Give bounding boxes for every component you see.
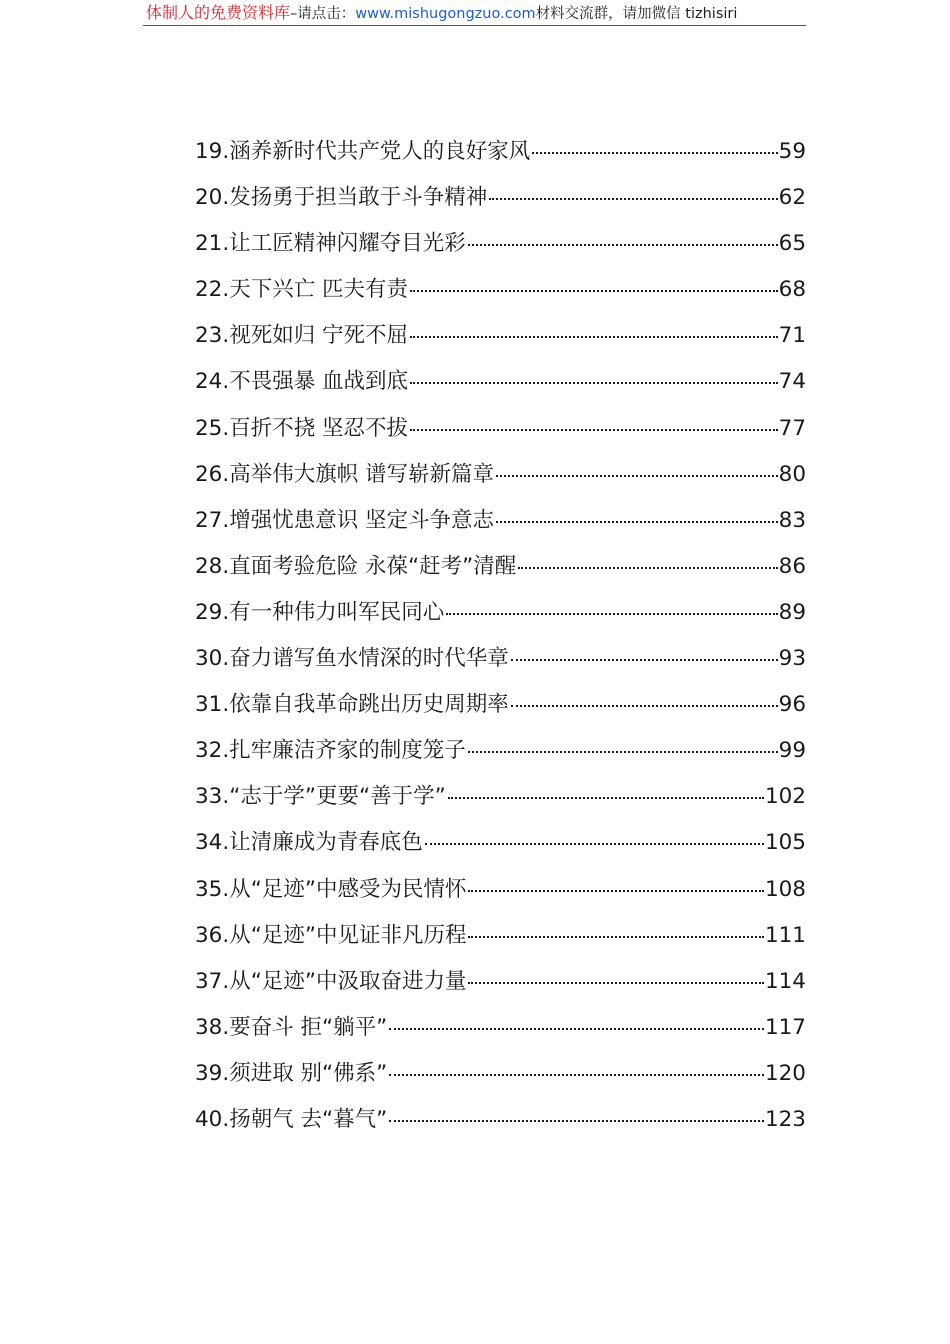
toc-dot-leader <box>389 1074 764 1076</box>
toc-dot-leader <box>518 567 777 569</box>
toc-entry-title: 36.从“足迹”中见证非凡历程 <box>195 922 467 948</box>
toc-entry-page-number: 114 <box>764 968 806 994</box>
toc-entry-page-number: 74 <box>778 369 806 395</box>
toc-entry-title: 40.扬朝气 去“暮气” <box>195 1106 388 1132</box>
toc-entry[interactable] <box>195 544 806 590</box>
toc-entry-title: 21.让工匠精神闪耀夺目光彩 <box>195 231 466 257</box>
toc-entry-page-number: 111 <box>764 922 806 948</box>
toc-entry-page-number: 83 <box>778 507 806 533</box>
toc-dot-leader <box>511 705 778 707</box>
toc-entry-title: 37.从“足迹”中汲取奋进力量 <box>195 968 467 994</box>
toc-entry-page-number: 108 <box>764 876 806 902</box>
toc-dot-leader <box>468 890 763 892</box>
toc-entry-title: 25.百折不挠 坚忍不拔 <box>195 415 409 441</box>
toc-entry-title: 33.“志于学”更要“善于学” <box>195 784 446 810</box>
toc-dot-leader <box>425 843 764 845</box>
toc-entry[interactable] <box>195 498 806 544</box>
toc-entry-page-number: 123 <box>764 1106 806 1132</box>
toc-entry-title: 32.扎牢廉洁齐家的制度笼子 <box>195 738 466 764</box>
toc-dot-leader <box>468 936 763 938</box>
toc-entry-page-number: 80 <box>778 461 806 487</box>
toc-entry[interactable] <box>195 636 806 682</box>
toc-entry-title: 28.直面考验危险 永葆“赶考”清醒 <box>195 553 517 579</box>
toc-entry-page-number: 71 <box>778 323 806 349</box>
toc-entry-title: 34.让清廉成为青春底色 <box>195 830 423 856</box>
toc-entry-page-number: 68 <box>778 277 806 303</box>
toc-entry[interactable] <box>195 129 806 175</box>
toc-entry-title: 30.奋力谱写鱼水情深的时代华章 <box>195 646 509 672</box>
header-prompt: –请点击： <box>290 6 356 22</box>
toc-dot-leader <box>532 152 777 154</box>
toc-entry[interactable] <box>195 682 806 728</box>
toc-entry-title: 22.天下兴亡 匹夫有责 <box>195 277 409 303</box>
toc-dot-leader <box>410 336 778 338</box>
toc-entry-page-number: 96 <box>778 692 806 718</box>
toc-entry-page-number: 120 <box>764 1060 806 1086</box>
toc-entry[interactable] <box>195 267 806 313</box>
toc-entry[interactable] <box>195 1097 806 1143</box>
toc-dot-leader <box>496 521 778 523</box>
header-divider <box>143 25 806 26</box>
toc-entry[interactable] <box>195 867 806 913</box>
header-url-link[interactable]: www.mishugongzuo.com <box>355 6 536 22</box>
toc-dot-leader <box>446 613 777 615</box>
toc-entry[interactable] <box>195 221 806 267</box>
toc-entry-title: 19.涵养新时代共产党人的良好家风 <box>195 139 531 164</box>
toc-dot-leader <box>468 982 763 984</box>
toc-entry-title: 20.发扬勇于担当敢于斗争精神 <box>195 185 488 211</box>
toc-entry[interactable] <box>195 728 806 774</box>
toc-entry-title: 23.视死如归 宁死不屈 <box>195 323 409 349</box>
toc-dot-leader <box>511 659 778 661</box>
toc-entry-page-number: 102 <box>764 784 806 810</box>
toc-entry-page-number: 117 <box>764 1014 806 1040</box>
header-contact-text: 材料交流群，请加微信 tizhisiri <box>535 6 738 22</box>
header-brand: 体制人的免费资料库 <box>146 3 291 22</box>
toc-entry[interactable] <box>195 820 806 866</box>
toc-entry[interactable] <box>195 590 806 636</box>
toc-entry-title: 38.要奋斗 拒“躺平” <box>195 1014 388 1040</box>
toc-entry-page-number: 105 <box>764 830 806 856</box>
toc-entry-title: 24.不畏强暴 血战到底 <box>195 369 409 395</box>
toc-dot-leader <box>389 1120 764 1122</box>
toc-entry-title: 39.须进取 别“佛系” <box>195 1060 388 1086</box>
toc-entry-title: 35.从“足迹”中感受为民情怀 <box>195 876 467 902</box>
toc-entry-title: 26.高举伟大旗帜 谱写崭新篇章 <box>195 461 495 487</box>
toc-entry[interactable] <box>195 452 806 498</box>
toc-dot-leader <box>489 198 777 200</box>
toc-entry-title: 27.增强忧患意识 坚定斗争意志 <box>195 507 495 533</box>
toc-dot-leader <box>468 751 778 753</box>
toc-entry[interactable] <box>195 959 806 1005</box>
toc-entry[interactable] <box>195 175 806 221</box>
toc-entry-page-number: 89 <box>778 599 806 625</box>
toc-dot-leader <box>410 382 778 384</box>
toc-entry[interactable] <box>195 313 806 359</box>
toc-entry[interactable] <box>195 774 806 820</box>
toc-dot-leader <box>410 290 778 292</box>
toc-entry-page-number: 99 <box>778 738 806 764</box>
toc-entry-page-number: 86 <box>778 553 806 579</box>
toc-entry-title: 31.依靠自我革命跳出历史周期率 <box>195 692 509 718</box>
toc-entry[interactable] <box>195 1005 806 1051</box>
page-header <box>146 2 806 24</box>
toc-entry[interactable] <box>195 913 806 959</box>
toc-dot-leader <box>410 429 778 431</box>
toc-entry-page-number: 77 <box>778 415 806 441</box>
toc-entry-page-number: 65 <box>778 231 806 257</box>
toc-entry[interactable] <box>195 359 806 405</box>
toc-entry-page-number: 62 <box>778 185 806 211</box>
toc-dot-leader <box>448 797 764 799</box>
toc-entry[interactable] <box>195 1051 806 1097</box>
toc-entry-page-number: 59 <box>778 139 806 164</box>
toc-entry[interactable] <box>195 406 806 452</box>
toc-dot-leader <box>389 1028 764 1030</box>
toc-entry-page-number: 93 <box>778 646 806 672</box>
toc-dot-leader <box>468 244 778 246</box>
table-of-contents <box>195 129 806 1143</box>
toc-dot-leader <box>496 475 778 477</box>
toc-entry-title: 29.有一种伟力叫军民同心 <box>195 599 445 625</box>
